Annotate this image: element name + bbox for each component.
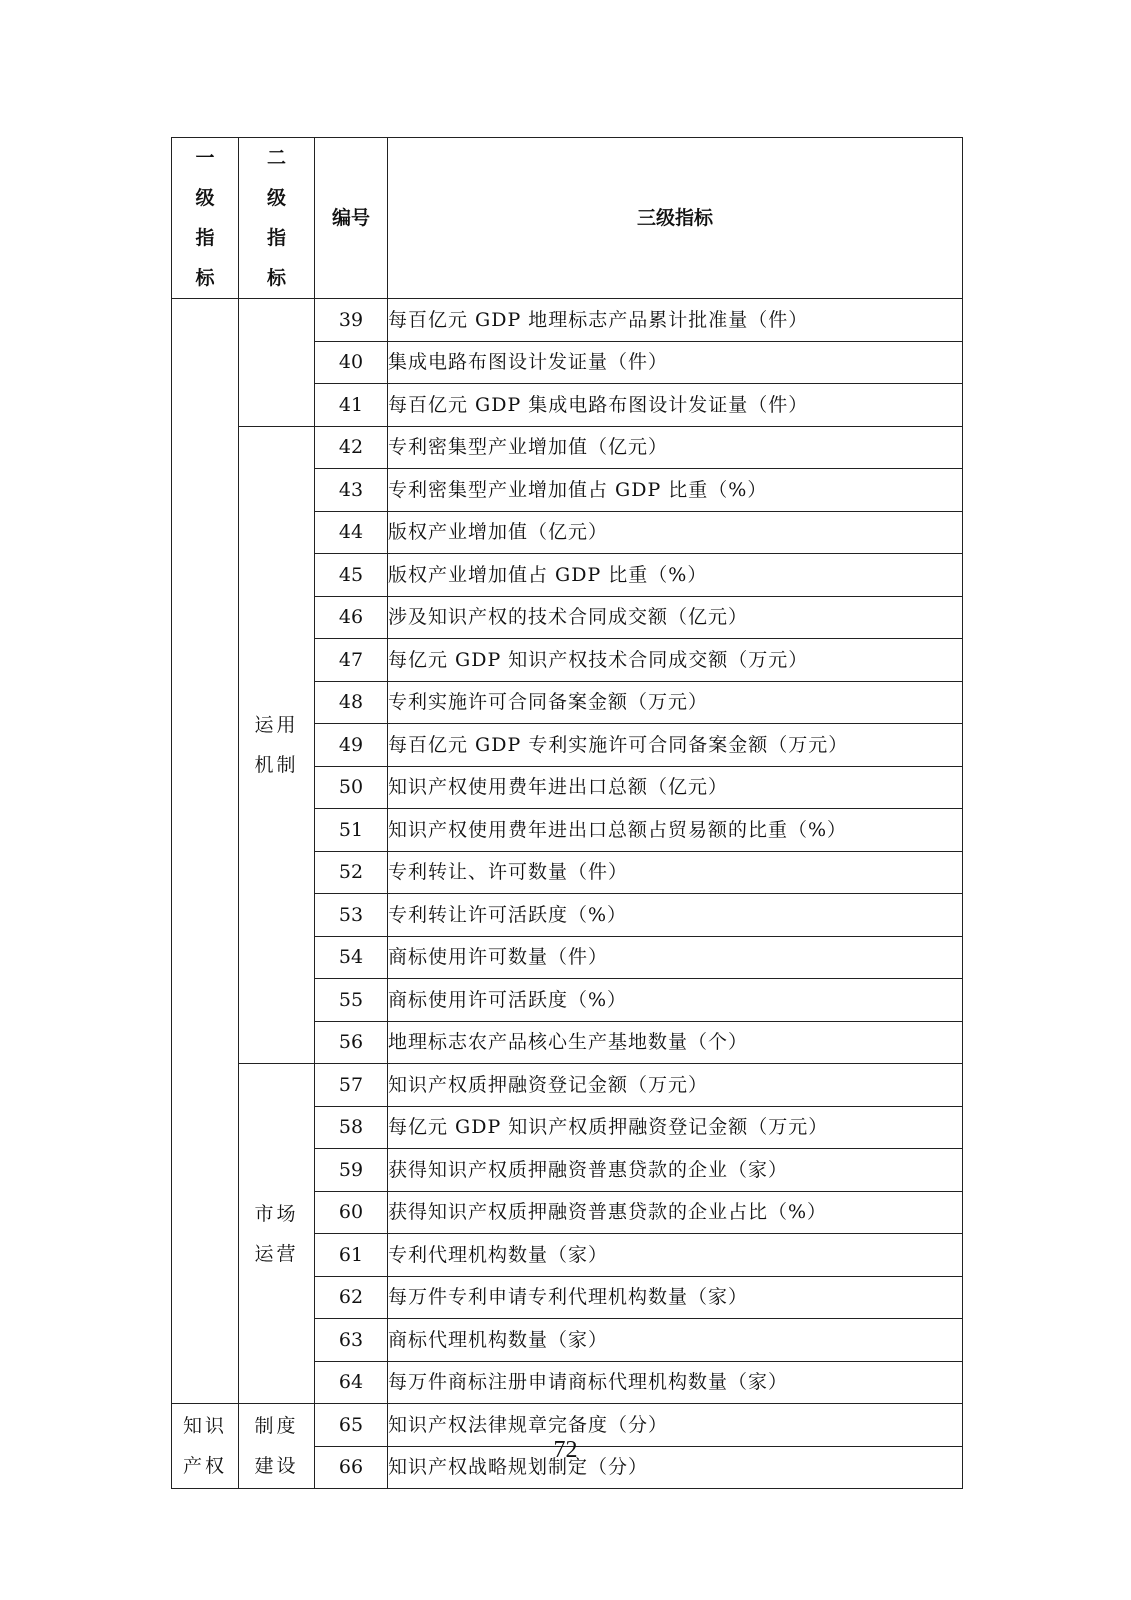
table-row [172,426,963,469]
row-number: 65 [315,1404,388,1447]
row-indicator: 每亿元 GDP 知识产权质押融资登记金额（万元） [388,1106,963,1149]
row-indicator: 集成电路布图设计发证量（件） [388,341,963,384]
row-number: 52 [315,851,388,894]
table-header-row [172,138,963,299]
level2-line: 机制 [254,753,299,776]
row-number: 61 [315,1234,388,1277]
header-level2: 二级指标 [239,138,315,299]
row-number: 47 [315,639,388,682]
level2-cell [239,1064,315,1404]
row-number: 51 [315,809,388,852]
row-number: 53 [315,894,388,937]
row-number: 57 [315,1064,388,1107]
row-indicator: 商标代理机构数量（家） [388,1319,963,1362]
row-indicator: 每万件专利申请专利代理机构数量（家） [388,1276,963,1319]
row-indicator: 知识产权质押融资登记金额（万元） [388,1064,963,1107]
row-number: 54 [315,936,388,979]
row-indicator: 专利转让、许可数量（件） [388,851,963,894]
row-number: 58 [315,1106,388,1149]
row-number: 40 [315,341,388,384]
level2-line: 运用 [254,713,299,736]
header-level1: 一级指标 [172,138,239,299]
row-indicator: 商标使用许可活跃度（%） [388,979,963,1022]
row-indicator: 版权产业增加值（亿元） [388,511,963,554]
row-number: 66 [315,1446,388,1489]
row-number: 49 [315,724,388,767]
row-number: 60 [315,1191,388,1234]
row-number: 46 [315,596,388,639]
row-number: 50 [315,766,388,809]
row-indicator: 专利代理机构数量（家） [388,1234,963,1277]
row-number: 59 [315,1149,388,1192]
row-number: 41 [315,384,388,427]
indicator-table [171,137,963,1489]
header-level3: 三级指标 [388,138,963,299]
row-number: 45 [315,554,388,597]
row-indicator: 知识产权法律规章完备度（分） [388,1404,963,1447]
row-indicator: 专利密集型产业增加值（亿元） [388,426,963,469]
row-indicator: 每百亿元 GDP 地理标志产品累计批准量（件） [388,299,963,342]
row-indicator: 知识产权使用费年进出口总额（亿元） [388,766,963,809]
level2-cell [239,299,315,427]
row-indicator: 每亿元 GDP 知识产权技术合同成交额（万元） [388,639,963,682]
level1-line: 知识 [182,1415,227,1437]
level2-line: 建设 [254,1455,299,1477]
row-number: 62 [315,1276,388,1319]
row-number: 63 [315,1319,388,1362]
level2-line: 市场 [254,1202,299,1225]
row-indicator: 知识产权战略规划制定（分） [388,1446,963,1489]
row-indicator: 获得知识产权质押融资普惠贷款的企业（家） [388,1149,963,1192]
row-indicator: 专利转让许可活跃度（%） [388,894,963,937]
row-indicator: 专利实施许可合同备案金额（万元） [388,681,963,724]
row-indicator: 知识产权使用费年进出口总额占贸易额的比重（%） [388,809,963,852]
row-indicator: 商标使用许可数量（件） [388,936,963,979]
row-number: 55 [315,979,388,1022]
level2-cell [239,426,315,1064]
row-number: 64 [315,1361,388,1404]
row-number: 39 [315,299,388,342]
level2-line: 运营 [254,1242,299,1265]
row-number: 42 [315,426,388,469]
row-indicator: 每百亿元 GDP 集成电路布图设计发证量（件） [388,384,963,427]
page-number: 72 [553,1437,578,1463]
row-number: 44 [315,511,388,554]
table-row [172,1064,963,1107]
level2-line: 制度 [254,1415,299,1437]
level1-line: 产权 [182,1455,227,1477]
row-indicator: 版权产业增加值占 GDP 比重（%） [388,554,963,597]
row-indicator: 每万件商标注册申请商标代理机构数量（家） [388,1361,963,1404]
row-indicator: 专利密集型产业增加值占 GDP 比重（%） [388,469,963,512]
row-number: 48 [315,681,388,724]
row-number: 56 [315,1021,388,1064]
row-indicator: 每百亿元 GDP 专利实施许可合同备案金额（万元） [388,724,963,767]
level1-cell [172,299,239,1404]
header-number: 编号 [315,138,388,299]
row-indicator: 涉及知识产权的技术合同成交额（亿元） [388,596,963,639]
row-indicator: 获得知识产权质押融资普惠贷款的企业占比（%） [388,1191,963,1234]
row-number: 43 [315,469,388,512]
table-body [172,299,963,1489]
row-indicator: 地理标志农产品核心生产基地数量（个） [388,1021,963,1064]
table-row [172,299,963,342]
